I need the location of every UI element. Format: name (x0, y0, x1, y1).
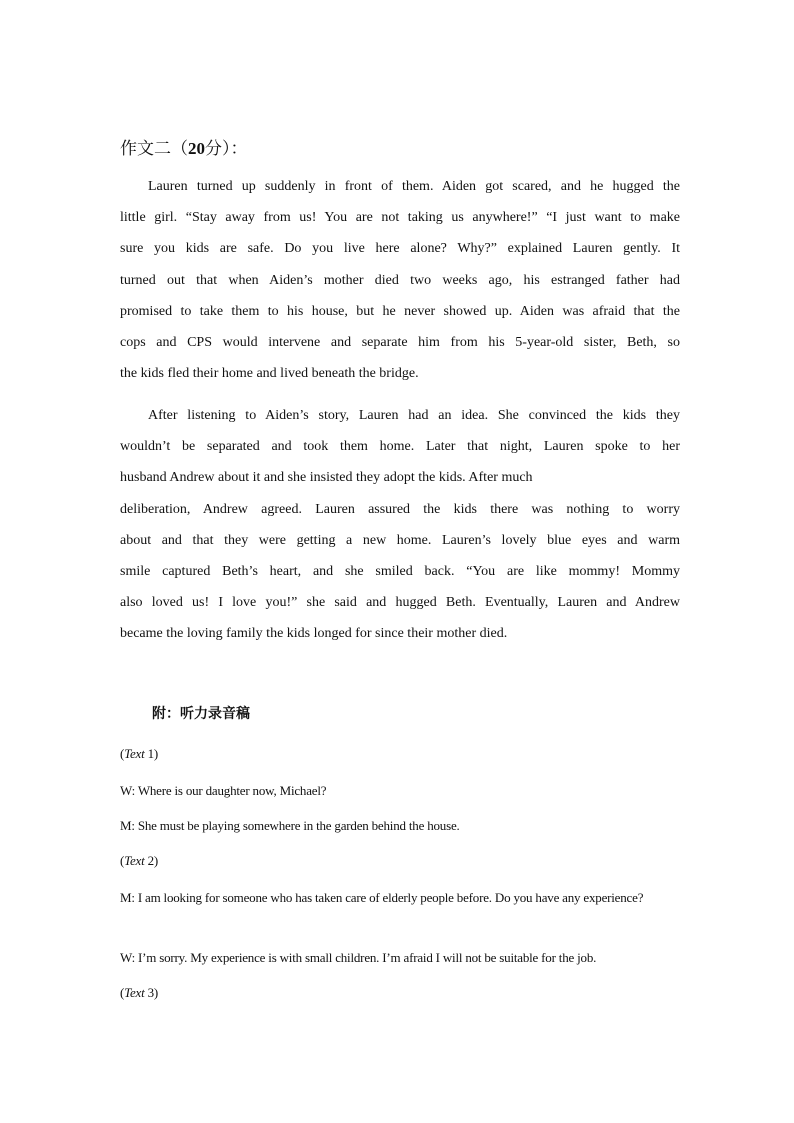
paragraph-line: about and that they were getting a new home. Lauren’s lovely blue eyes and warm (120, 532, 680, 548)
paragraph-line: sure you kids are safe. Do you live here alone? Why?” explained Lauren gently. It (120, 241, 680, 257)
paragraph-line: turned out that when Aiden’s mother died two weeks ago, his estranged father had (120, 272, 680, 288)
paragraph-line: little girl. “Stay away from us! You are not taking us anywhere!” “I just want to make (120, 210, 680, 226)
text-2-label: (Text 2) (120, 853, 159, 868)
paragraph-line: After listening to Aiden’s story, Lauren had an idea. She convinced the kids they (148, 408, 680, 423)
paragraph-line: Lauren turned up suddenly in front of them. Aiden got scared, and he hugged the (148, 179, 680, 194)
heading-suffix: 分）： (205, 139, 248, 158)
text-label-number: 2 (147, 853, 154, 868)
transcript-line: M: I am looking for someone who has taken care of elderly people before. Do you have any experience? (120, 890, 644, 905)
paragraph-line: the kids fled their home and lived beneath the bridge. (120, 366, 419, 382)
paragraph-line: became the loving family the kids longed for since their mother died. (120, 626, 508, 642)
transcript-line: W: Where is our daughter now, Michael? (120, 783, 327, 798)
paragraph-line: husband Andrew about it and she insisted they adopt the kids. After much (120, 470, 533, 486)
paragraph-line: smile captured Beth’s heart, and she smiled back. “You are like mommy! Mommy (120, 563, 680, 579)
paragraph-line: promised to take them to his house, but he never showed up. Aiden was afraid that the (120, 303, 680, 319)
transcript-line: M: She must be playing somewhere in the garden behind the house. (120, 818, 460, 833)
text-label-word: Text (124, 853, 145, 868)
essay-paragraph-2 (120, 400, 680, 650)
paragraph-line: also loved us! I love you!” she said and hugged Beth. Eventually, Lauren and Andrew (120, 595, 680, 611)
text-label-number: 1 (147, 746, 154, 761)
text-label-number: 3 (147, 985, 154, 1000)
heading-points: 20 (188, 139, 205, 158)
heading-prefix: 作文二（ (120, 139, 188, 158)
text-label-word: Text (124, 985, 145, 1000)
appendix-title: 附：听力录音稿 (152, 706, 250, 722)
paragraph-line: cops and CPS would intervene and separate him from his 5-year-old sister, Beth, so (120, 334, 680, 350)
essay-heading (120, 138, 248, 160)
text-3-label: (Text 3) (120, 985, 159, 1000)
paragraph-line: deliberation, Andrew agreed. Lauren assured the kids there was nothing to worry (120, 501, 680, 517)
transcript-line: W: I’m sorry. My experience is with small children. I’m afraid I will not be suitable for the job. (120, 950, 597, 965)
text-1-label: (Text 1) (120, 746, 159, 761)
paragraph-line: wouldn’t be separated and took them home. Later that night, Lauren spoke to her (120, 439, 680, 455)
text-label-word: Text (124, 746, 145, 761)
essay-paragraph-1 (120, 171, 680, 389)
